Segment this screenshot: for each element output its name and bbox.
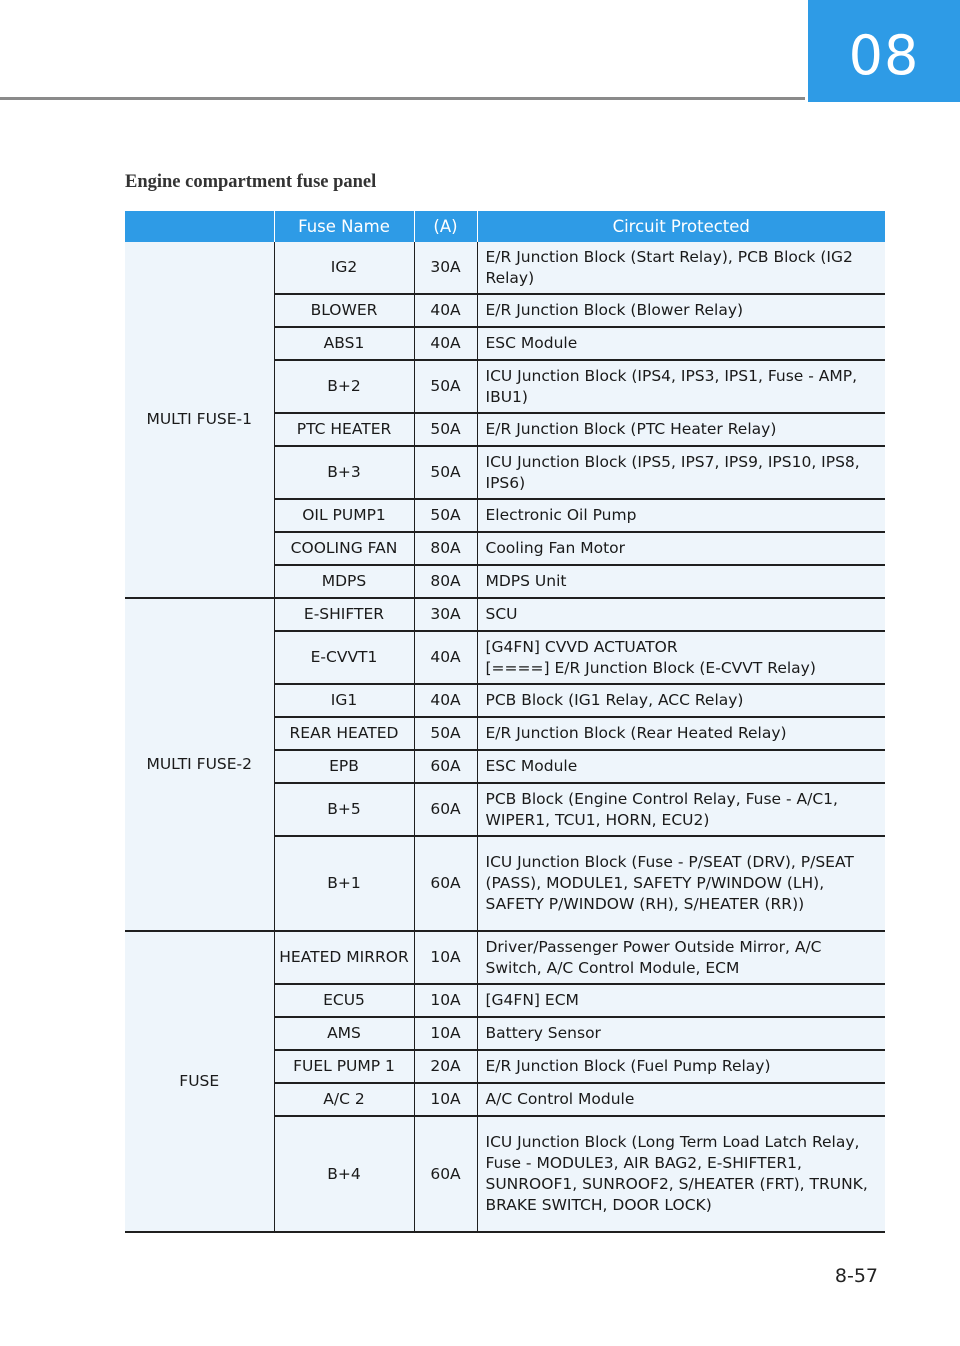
amperage-cell: 40A — [414, 684, 477, 717]
header-fuse-name: Fuse Name — [274, 211, 414, 242]
circuit-cell: E/R Junction Block (Rear Heated Relay) — [477, 717, 885, 750]
amperage-cell: 80A — [414, 565, 477, 598]
header-amperage: (A) — [414, 211, 477, 242]
amperage-cell: 60A — [414, 783, 477, 836]
fuse-name-cell: B+4 — [274, 1116, 414, 1232]
amperage-cell: 60A — [414, 836, 477, 931]
fuse-name-cell: B+2 — [274, 360, 414, 413]
amperage-cell: 50A — [414, 446, 477, 499]
fuse-name-cell: EPB — [274, 750, 414, 783]
circuit-cell: Electronic Oil Pump — [477, 499, 885, 532]
header-circuit-protected: Circuit Protected — [477, 211, 885, 242]
fuse-name-cell: IG2 — [274, 242, 414, 294]
circuit-cell: ICU Junction Block (IPS5, IPS7, IPS9, IPS10, IPS8, IPS6) — [477, 446, 885, 499]
amperage-cell: 60A — [414, 750, 477, 783]
circuit-cell: SCU — [477, 598, 885, 631]
circuit-cell: E/R Junction Block (Start Relay), PCB Block (IG2 Relay) — [477, 242, 885, 294]
fuse-name-cell: OIL PUMP1 — [274, 499, 414, 532]
fuse-name-cell: BLOWER — [274, 294, 414, 327]
fuse-name-cell: ABS1 — [274, 327, 414, 360]
chapter-tab: 08 — [808, 0, 960, 102]
amperage-cell: 40A — [414, 631, 477, 684]
fuse-table — [125, 211, 885, 1233]
group-cell: MULTI FUSE-1 — [125, 242, 274, 598]
circuit-cell: A/C Control Module — [477, 1083, 885, 1116]
fuse-name-cell: B+5 — [274, 783, 414, 836]
circuit-cell: ICU Junction Block (Long Term Load Latch Relay, Fuse - MODULE3, AIR BAG2, E-SHIFTER1, SUNROOF1, SUNROOF2, S/HEATER (FRT), TRUNK, BRAKE SWITCH, DOOR LOCK) — [477, 1116, 885, 1232]
amperage-cell: 20A — [414, 1050, 477, 1083]
section-title: Engine compartment fuse panel — [125, 172, 377, 192]
amperage-cell: 10A — [414, 984, 477, 1017]
group-cell: MULTI FUSE-2 — [125, 598, 274, 931]
circuit-cell: E/R Junction Block (Blower Relay) — [477, 294, 885, 327]
circuit-cell: ESC Module — [477, 750, 885, 783]
circuit-cell: ESC Module — [477, 327, 885, 360]
amperage-cell: 30A — [414, 598, 477, 631]
circuit-cell: PCB Block (IG1 Relay, ACC Relay) — [477, 684, 885, 717]
circuit-cell: ICU Junction Block (Fuse - P/SEAT (DRV), P/SEAT (PASS), MODULE1, SAFETY P/WINDOW (LH), SAFETY P/WINDOW (RH), S/HEATER (RR)) — [477, 836, 885, 931]
amperage-cell: 50A — [414, 413, 477, 446]
fuse-name-cell: B+1 — [274, 836, 414, 931]
circuit-cell: Cooling Fan Motor — [477, 532, 885, 565]
amperage-cell: 50A — [414, 360, 477, 413]
header-group — [125, 211, 274, 242]
fuse-name-cell: MDPS — [274, 565, 414, 598]
circuit-cell: [G4FN] ECM — [477, 984, 885, 1017]
table-row — [125, 598, 885, 631]
fuse-name-cell: E-CVVT1 — [274, 631, 414, 684]
circuit-cell: Battery Sensor — [477, 1017, 885, 1050]
amperage-cell: 50A — [414, 717, 477, 750]
circuit-cell: E/R Junction Block (Fuel Pump Relay) — [477, 1050, 885, 1083]
amperage-cell: 40A — [414, 327, 477, 360]
amperage-cell: 80A — [414, 532, 477, 565]
circuit-cell: PCB Block (Engine Control Relay, Fuse - A/C1, WIPER1, TCU1, HORN, ECU2) — [477, 783, 885, 836]
fuse-name-cell: HEATED MIRROR — [274, 931, 414, 984]
fuse-name-cell: AMS — [274, 1017, 414, 1050]
amperage-cell: 10A — [414, 1017, 477, 1050]
page-number: 8-57 — [834, 1265, 878, 1287]
circuit-cell: Driver/Passenger Power Outside Mirror, A/C Switch, A/C Control Module, ECM — [477, 931, 885, 984]
group-cell: FUSE — [125, 931, 274, 1232]
fuse-name-cell: A/C 2 — [274, 1083, 414, 1116]
amperage-cell: 40A — [414, 294, 477, 327]
amperage-cell: 10A — [414, 1083, 477, 1116]
amperage-cell: 30A — [414, 242, 477, 294]
circuit-cell: [G4FN] CVVD ACTUATOR [====] E/R Junction Block (E-CVVT Relay) — [477, 631, 885, 684]
fuse-name-cell: IG1 — [274, 684, 414, 717]
table-row — [125, 931, 885, 984]
circuit-cell: E/R Junction Block (PTC Heater Relay) — [477, 413, 885, 446]
circuit-cell: ICU Junction Block (IPS4, IPS3, IPS1, Fuse - AMP, IBU1) — [477, 360, 885, 413]
fuse-name-cell: PTC HEATER — [274, 413, 414, 446]
table-row — [125, 242, 885, 294]
fuse-name-cell: E-SHIFTER — [274, 598, 414, 631]
fuse-name-cell: B+3 — [274, 446, 414, 499]
fuse-name-cell: COOLING FAN — [274, 532, 414, 565]
table-header-row — [125, 211, 885, 242]
fuse-name-cell: FUEL PUMP 1 — [274, 1050, 414, 1083]
circuit-cell: MDPS Unit — [477, 565, 885, 598]
header-rule — [0, 97, 805, 100]
amperage-cell: 10A — [414, 931, 477, 984]
amperage-cell: 60A — [414, 1116, 477, 1232]
fuse-name-cell: ECU5 — [274, 984, 414, 1017]
fuse-name-cell: REAR HEATED — [274, 717, 414, 750]
amperage-cell: 50A — [414, 499, 477, 532]
